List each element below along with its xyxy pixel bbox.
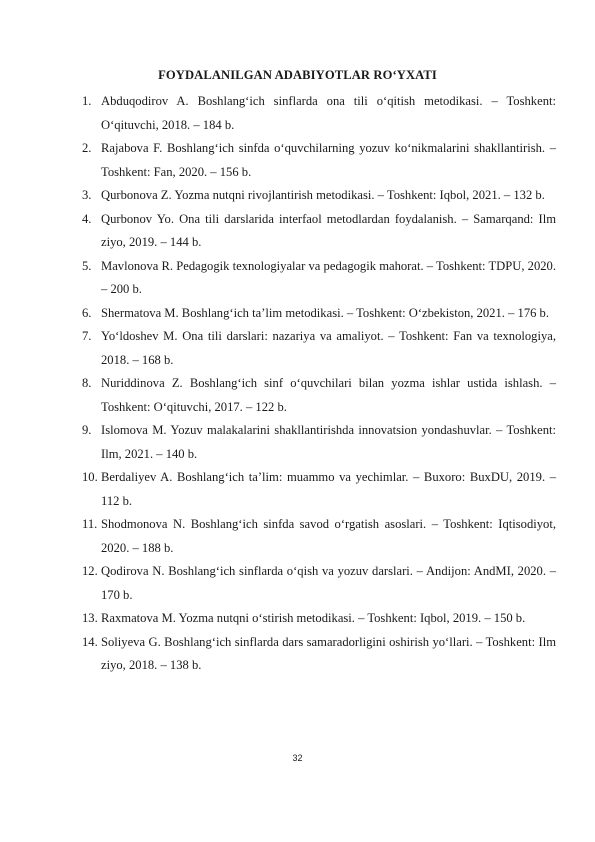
- reference-item: [82, 513, 556, 560]
- reference-number: 4.: [82, 211, 92, 226]
- page-number: 32: [292, 753, 303, 763]
- reference-text: Yo‘ldoshev M. Ona tili darslari: nazariya va amaliyot. – Toshkent: Fan va texnologiya, 2018. – 168 b.: [101, 329, 556, 367]
- reference-item: [82, 466, 556, 513]
- reference-number: 7.: [82, 329, 92, 343]
- reference-item: [82, 255, 556, 302]
- reference-text: Qurbonov Yo. Ona tili darslarida interfaol metodlardan foydalanish. – Samarqand: Ilm ziyo, 2019. – 144 b.: [101, 211, 556, 249]
- reference-item: [82, 325, 556, 372]
- reference-number: 12.: [82, 564, 98, 578]
- reference-text: Shodmonova N. Boshlang‘ich sinfda savod o‘rgatish asoslari. – Toshkent: Iqtisodiyot, 2020. – 188 b.: [101, 517, 556, 555]
- reference-text: Rajabova F. Boshlang‘ich sinfda o‘quvchilarning yozuv ko‘nikmalarini shakllantirish. – Toshkent: Fan, 2020. – 156 b.: [101, 141, 556, 179]
- reference-number: 8.: [82, 376, 92, 390]
- reference-text: Shermatova M. Boshlang‘ich ta’lim metodikasi. – Toshkent: O‘zbekiston, 2021. – 176 b.: [101, 305, 550, 320]
- reference-item: [82, 208, 556, 255]
- reference-item: [82, 419, 556, 466]
- reference-text: Berdaliyev A. Boshlang‘ich ta’lim: muammo va yechimlar. – Buxoro: BuxDU, 2019. – 112 b.: [101, 470, 556, 508]
- reference-text: Soliyeva G. Boshlang‘ich sinflarda dars samaradorligini oshirish yo‘llari. – Toshkent: Ilm ziyo, 2018. – 138 b.: [101, 634, 556, 672]
- reference-number: 9.: [82, 423, 92, 437]
- reference-item: [82, 184, 556, 208]
- reference-text: Raxmatova M. Yozma nutqni o‘stirish metodikasi. – Toshkent: Iqbol, 2019. – 150 b.: [101, 611, 526, 625]
- reference-item: [82, 137, 556, 184]
- reference-number: 5.: [82, 258, 92, 273]
- reference-text: Qodirova N. Boshlang‘ich sinflarda o‘qish va yozuv darslari. – Andijon: AndMI, 2020. – 170 b.: [101, 564, 556, 602]
- reference-item: [82, 560, 556, 607]
- reference-number: 14.: [82, 634, 98, 649]
- reference-number: 2.: [82, 141, 92, 155]
- reference-number: 13.: [82, 611, 98, 625]
- reference-number: 11.: [82, 517, 98, 531]
- reference-text: Nuriddinova Z. Boshlang‘ich sinf o‘quvchilari bilan yozma ishlar ustida ishlash. – Toshkent: O‘qituvchi, 2017. – 122 b.: [101, 376, 556, 414]
- reference-text: Qurbonova Z. Yozma nutqni rivojlantirish metodikasi. – Toshkent: Iqbol, 2021. – 132 b.: [101, 188, 545, 202]
- reference-number: 6.: [82, 305, 92, 320]
- reference-text: Mavlonova R. Pedagogik texnologiyalar va pedagogik mahorat. – Toshkent: TDPU, 2020. – 200 b.: [101, 258, 556, 296]
- reference-item: [82, 607, 556, 631]
- reference-item: [82, 372, 556, 419]
- reference-number: 3.: [82, 188, 92, 202]
- reference-number: 1.: [82, 94, 92, 108]
- reference-item: [82, 631, 556, 678]
- reference-text: Abduqodirov A. Boshlang‘ich sinflarda ona tili o‘qitish metodikasi. – Toshkent: O‘qituvchi, 2018. – 184 b.: [101, 94, 556, 132]
- reference-list: [82, 90, 556, 678]
- reference-number: 10.: [82, 470, 98, 484]
- reference-item: [82, 90, 556, 137]
- reference-text: Islomova M. Yozuv malakalarini shakllantirishda innovatsion yondashuvlar. – Toshkent: Ilm, 2021. – 140 b.: [101, 423, 556, 461]
- page-title: FOYDALANILGAN ADABIYOTLAR RO‘YXATI: [158, 68, 437, 82]
- reference-item: [82, 302, 556, 326]
